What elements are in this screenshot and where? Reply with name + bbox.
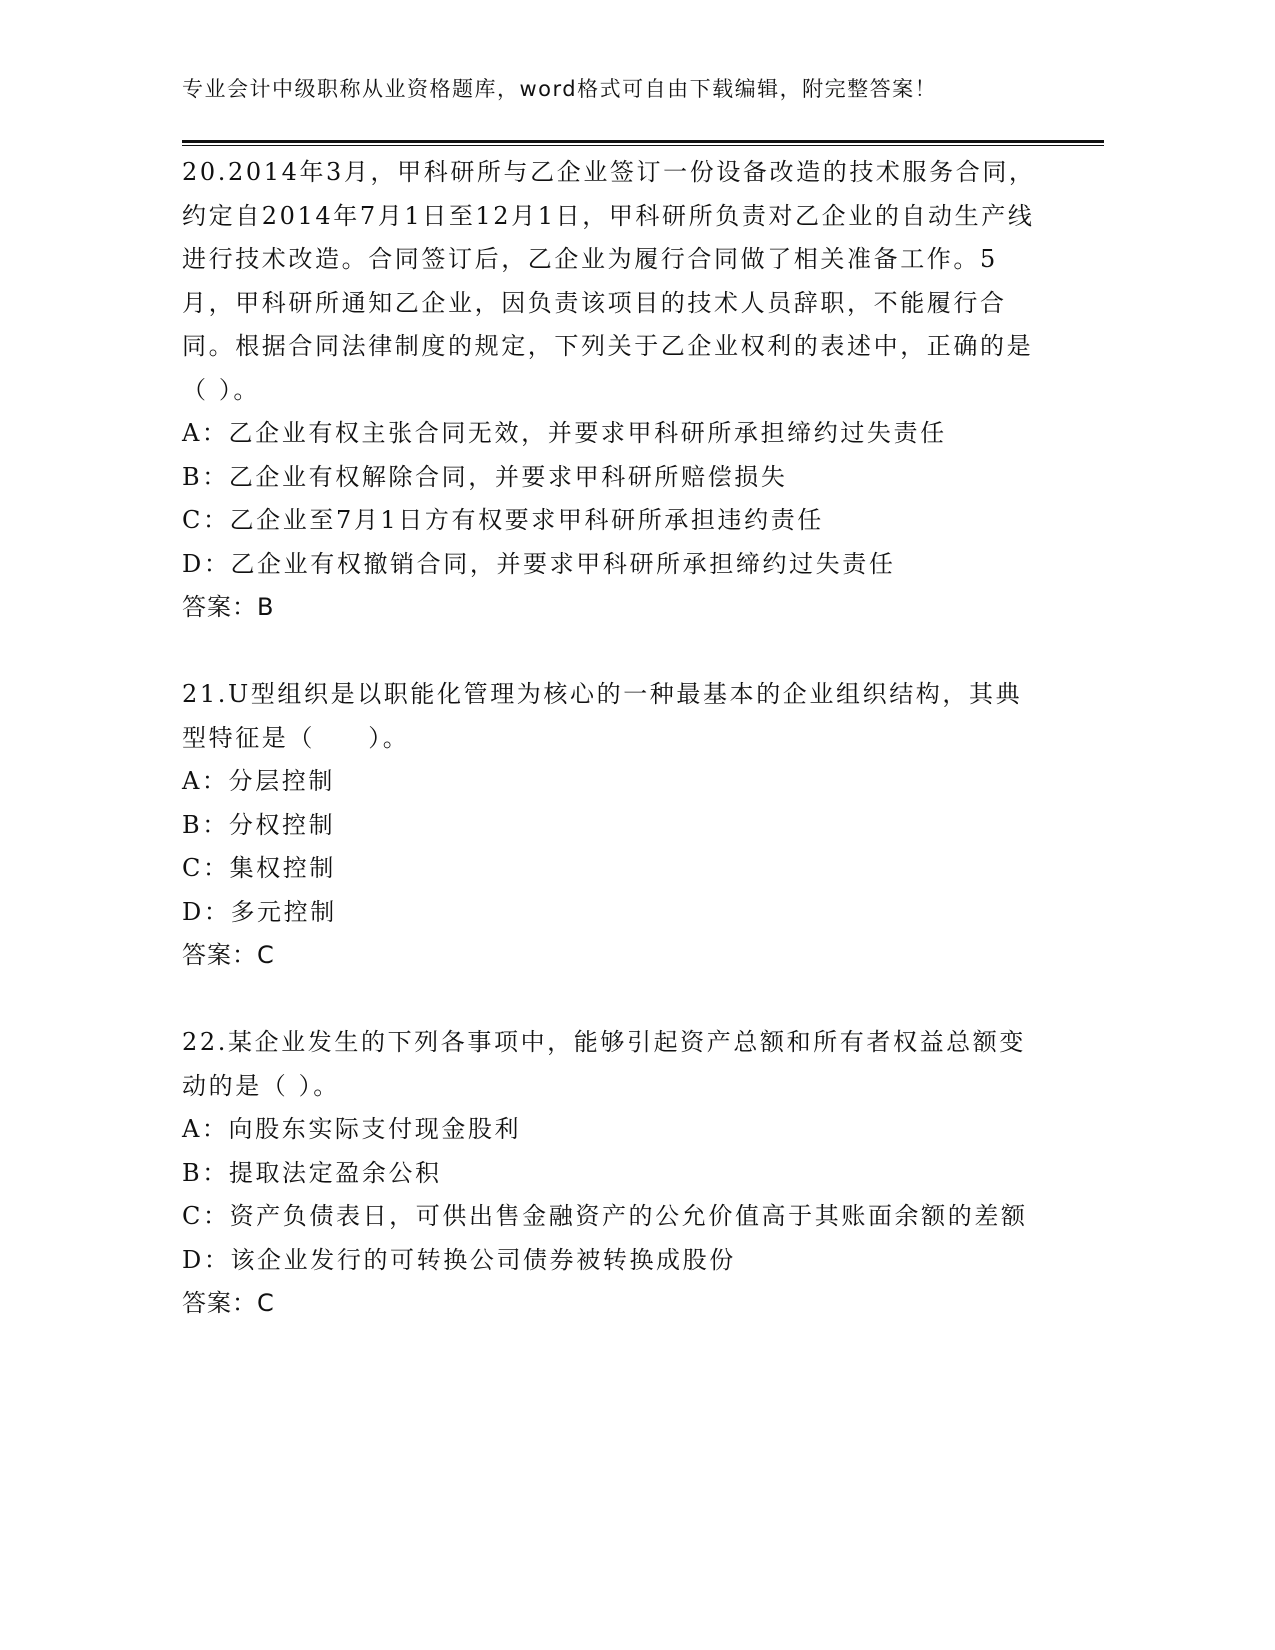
option-c: C：资产负债表日，可供出售金融资产的公允价值高于其账面余额的差额 xyxy=(182,1202,1028,1230)
answer: 答案：C xyxy=(182,1289,275,1317)
page-header: 专业会计中级职称从业资格题库，word格式可自由下载编辑，附完整答案！ xyxy=(182,77,938,101)
header-rule-thick xyxy=(182,140,1104,143)
header-rule-thin xyxy=(182,145,1104,146)
option-c: C：乙企业至7月1日方有权要求甲科研所承担违约责任 xyxy=(182,506,824,534)
option-b: B：分权控制 xyxy=(182,810,336,839)
option-c: C：集权控制 xyxy=(182,854,336,882)
question-22 xyxy=(182,1021,1042,1326)
option-b: B：乙企业有权解除合同，并要求甲科研所赔偿损失 xyxy=(182,462,788,491)
option-a: A：分层控制 xyxy=(182,767,335,795)
option-d: D：乙企业有权撤销合同，并要求甲科研所承担缔约过失责任 xyxy=(182,549,896,578)
question-21 xyxy=(182,673,1042,978)
question-stem: 21.U型组织是以职能化管理为核心的一种最基本的企业组织结构，其典型特征是（ ）。 xyxy=(182,680,1023,752)
option-d: D：多元控制 xyxy=(182,897,337,926)
answer: 答案：C xyxy=(182,941,275,969)
question-stem: 22.某企业发生的下列各事项中，能够引起资产总额和所有者权益总额变动的是（ ）。 xyxy=(182,1028,1026,1100)
option-b: B：提取法定盈余公积 xyxy=(182,1158,442,1187)
question-20 xyxy=(182,151,1042,630)
question-list xyxy=(182,151,1042,1369)
answer: 答案：B xyxy=(182,593,275,621)
option-a: A：向股东实际支付现金股利 xyxy=(182,1115,522,1143)
option-d: D：该企业发行的可转换公司债券被转换成股份 xyxy=(182,1245,736,1274)
question-stem: 20.2014年3月，甲科研所与乙企业签订一份设备改造的技术服务合同，约定自2014年7月1日至12月1日，甲科研所负责对乙企业的自动生产线进行技术改造。合同签订后，乙企业为履行合同做了相关准备工作。5月，甲科研所通知乙企业，因负责该项目的技术人员辞职，不能履行合同。根据合同法律制度的规定，下列关于乙企业权利的表述中，正确的是（ ）。 xyxy=(182,158,1036,404)
option-a: A：乙企业有权主张合同无效，并要求甲科研所承担缔约过失责任 xyxy=(182,419,947,447)
